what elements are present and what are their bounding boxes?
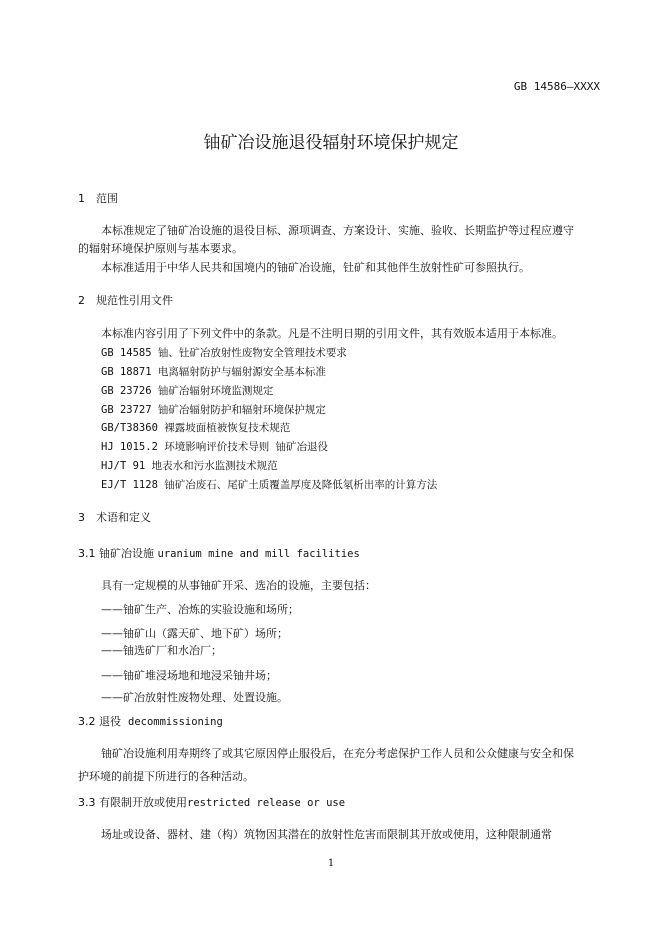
scope-para-1-line-2: 的辐射环境保护原则与基本要求。 <box>78 242 243 255</box>
scope-para-1-line-1: 本标准规定了铀矿冶设施的退役目标、源项调查、方案设计、实施、验收、长期监护等过程应遵守 <box>101 224 574 237</box>
list-item: ——铀选矿厂和水冶厂； <box>101 644 222 657</box>
list-item: ——铀矿堆浸场地和地浸采铀井场； <box>101 669 277 682</box>
section-1-heading <box>78 190 118 206</box>
term-3-2-definition-line-1: 铀矿冶设施利用寿期终了或其它原因停止服役后，在充分考虑保护工作人员和公众健康与安全和保 <box>101 747 574 760</box>
reference-item: GB 14585 铀、钍矿冶放射性废物安全管理技术要求 <box>101 347 347 359</box>
standard-code: GB 14586—XXXX <box>513 80 600 93</box>
section-number: 1 <box>78 192 85 205</box>
term-name: 有限制开放或使用 <box>99 796 187 809</box>
reference-item: GB/T38360 裸露坡面植被恢复技术规范 <box>101 422 291 434</box>
section-title: 规范性引用文件 <box>96 294 173 307</box>
term-3-2-definition-line-2: 护环境的前提下所进行的各种活动。 <box>78 770 254 783</box>
section-number: 3 <box>78 511 85 524</box>
section-2-heading <box>78 292 173 308</box>
term-3-3-definition-line-1: 场址或设备、器材、建（构）筑物因其潜在的放射性危害而限制其开放或使用，这种限制通常 <box>101 828 552 841</box>
reference-item: GB 18871 电离辐射防护与辐射源安全基本标准 <box>101 366 326 378</box>
term-number: 3.1 <box>78 547 96 560</box>
references-intro: 本标准内容引用了下列文件中的条款。凡是不注明日期的引用文件，其有效版本适用于本标准。 <box>101 327 563 340</box>
term-3-1-intro: 具有一定规模的从事铀矿开采、选冶的设施，主要包括： <box>101 579 376 592</box>
term-3-3-heading <box>78 794 345 810</box>
term-english: restricted release or use <box>187 797 346 809</box>
term-3-2-heading <box>78 713 223 729</box>
section-title: 术语和定义 <box>96 511 151 524</box>
term-english: uranium mine and mill facilities <box>157 548 360 560</box>
list-item: ——铀矿山（露天矿、地下矿）场所； <box>101 627 288 640</box>
section-3-heading <box>78 509 151 525</box>
list-item: ——铀矿生产、冶炼的实验设施和场所； <box>101 603 299 616</box>
section-title: 范围 <box>96 192 118 205</box>
term-english: decommissioning <box>128 716 223 728</box>
reference-item: GB 23727 铀矿冶辐射防护和辐射环境保护规定 <box>101 404 326 416</box>
term-number: 3.2 <box>78 715 96 728</box>
term-3-1-heading <box>78 545 360 561</box>
reference-item: HJ 1015.2 环境影响评价技术导则 铀矿冶退役 <box>101 441 329 453</box>
section-number: 2 <box>78 294 85 307</box>
term-number: 3.3 <box>78 796 96 809</box>
reference-item: HJ/T 91 地表水和污水监测技术规范 <box>101 460 278 472</box>
document-title: 铀矿冶设施退役辐射环境保护规定 <box>203 133 459 153</box>
list-item: ——矿冶放射性废物处理、处置设施。 <box>101 691 288 704</box>
reference-item: EJ/T 1128 铀矿冶废石、尾矿土质覆盖厚度及降低氡析出率的计算方法 <box>101 479 438 491</box>
term-name: 退役 <box>99 715 121 728</box>
scope-para-2: 本标准适用于中华人民共和国境内的铀矿冶设施，钍矿和其他伴生放射性矿可参照执行。 <box>101 261 530 274</box>
term-name: 铀矿冶设施 <box>99 547 154 560</box>
reference-item: GB 23726 铀矿冶辐射环境监测规定 <box>101 385 274 397</box>
page-number: 1 <box>327 858 335 869</box>
